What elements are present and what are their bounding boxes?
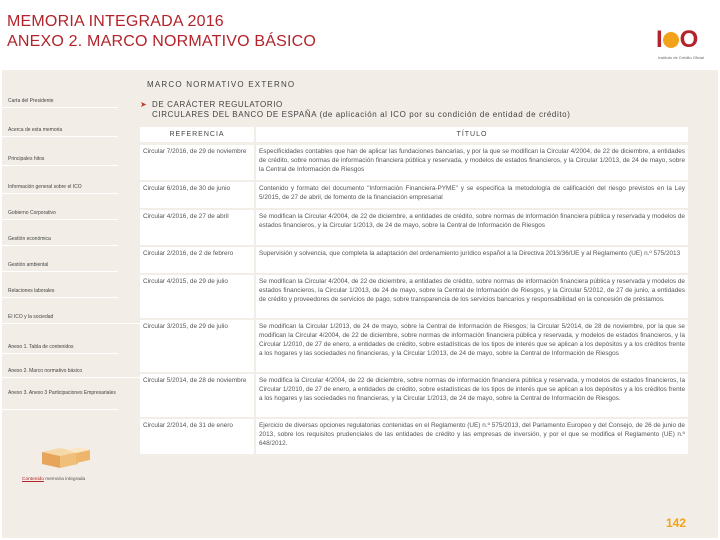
title-line-2: ANEXO 2. MARCO NORMATIVO BÁSICO (7, 33, 317, 50)
title-cell: Se modifica la Circular 4/2004, de 22 de diciembre, sobre normas de información financiera pública y reservada, y modelos de estados financieros, la Circular 1/2010, de 27 de enero, a entidades de crédito, sobre estadísticas de los tipos de interés que se aplican a los depósitos y a los créditos frente a los hogares y las sociedades no financieras, y la Circular 1/2013, de 24 de mayo, sobre la Central de Información de Riesgos. (256, 374, 688, 417)
sidebar-item-gobierno[interactable]: Gobierno Corporativo (2, 208, 118, 220)
sidebar-item-sociedad[interactable]: El ICO y la sociedad (2, 312, 142, 324)
reference-cell: Circular 2/2014, de 31 de enero (140, 419, 254, 454)
reference-cell: Circular 5/2014, de 28 de noviembre (140, 374, 254, 417)
contents-link-rest: memoria integrada (43, 477, 86, 482)
boxes-illustration-icon (38, 440, 92, 470)
regulatory-heading-line-1: DE CARÁCTER REGULATORIO (152, 100, 283, 109)
column-header-titulo: TÍTULO (256, 127, 688, 142)
reference-cell: Circular 3/2015, de 29 de julio (140, 320, 254, 372)
reference-cell: Circular 4/2016, de 27 de abril (140, 210, 254, 245)
reference-cell: Circular 7/2016, de 29 de noviembre (140, 145, 254, 180)
title-cell: Se modifican la Circular 4/2004, de 22 de diciembre, a entidades de crédito, sobre normas de información financiera pública y reservada y modelos de estados financieros, la Circular 1/2013, de 24 de mayo, sobre la Central de Información de Riesgos, y la Circular 5/2012, de 27 de junio, a entidades de crédito y proveedores de servicios de pago, sobre transparencia de los servicios bancarios y responsabilidad en la concesión de préstamos. (256, 275, 688, 318)
sidebar-item-anexo-1[interactable]: Anexo 1. Tabla de contenidos (2, 342, 118, 354)
title-cell: Especificidades contables que han de aplicar las fundaciones bancarias, y por la que se modifican la Circular 4/2004, de 22 de diciembre, a entidades de crédito, sobre normas de información financiera pública y reservada, y modelos de estados financieros, y la Circular 1/2013, de 24 de mayo, sobre la Central de Información de Riesgos (256, 145, 688, 180)
ico-logo-subtitle: Instituto de Crédito Oficial (658, 55, 704, 60)
sidebar-item-anexo-2[interactable]: Anexo 2. Marco normativo básico (2, 366, 142, 378)
reference-cell: Circular 4/2015, de 29 de julio (140, 275, 254, 318)
sidebar-item-hitos[interactable]: Principales hitos (2, 154, 118, 166)
section-label: MARCO NORMATIVO EXTERNO (147, 80, 296, 89)
title-cell: Supervisión y solvencia, que completa la adaptación del ordenamiento jurídico español a la Directiva 2013/36/UE y al Reglamento (UE) n.º 575/2013 (256, 247, 688, 273)
title-cell: Se modifican la Circular 1/2013, de 24 de mayo, sobre la Central de Información de Riesgos; la Circular 5/2014, de 28 de noviembre, por la que se modifican la Circular 4/2004, de 22 de diciembre, sobre normas de información financiera pública y reservada, y modelos de estados financieros, y la Circular 1/2010, de 27 de enero, a entidades de crédito, sobre estadísticas de los tipos de interés que se aplican a los depósitos y a los créditos frente a los hogares y las sociedades no financieras, y la Circular 1/2013, de 24 de mayo, sobre la Central de Información de Riesgos (256, 320, 688, 372)
column-header-referencia: REFERENCIA (140, 127, 254, 142)
sidebar-item-informacion[interactable]: Información general sobre el ICO (2, 182, 118, 194)
contents-link[interactable] (22, 477, 85, 482)
sidebar-item-gestion-economica[interactable]: Gestión económica (2, 234, 118, 246)
title-cell: Ejercicio de diversas opciones regulatorias contenidas en el Reglamento (UE) n.º 575/2013, del Parlamento Europeo y del Consejo, de 26 de junio de 2013, sobre los requisitos prudenciales de las entidades de crédito y las empresas de inversión, y por el que se modifica el Reglamento (UE) n.º 648/2012. (256, 419, 688, 454)
sidebar-item-carta[interactable]: Carta del Presidente (2, 96, 118, 108)
chevron-right-icon: ➤ (140, 100, 148, 109)
title-cell: Se modifican la Circular 4/2004, de 22 de diciembre, a entidades de crédito, sobre normas de información financiera pública y reservada y modelos de estados financieros, y la Circular 1/2013, de 24 de mayo, sobre la Central de Información de Riesgos (256, 210, 688, 245)
reference-cell: Circular 6/2016, de 30 de junio (140, 182, 254, 208)
sidebar-item-anexo-3[interactable]: Anexo 3. Anexo 3 Participaciones Empresariales (2, 390, 118, 410)
ico-logo-mark: I O (656, 26, 698, 53)
title-line-1: MEMORIA INTEGRADA 2016 (7, 13, 224, 30)
page-title (7, 12, 316, 52)
title-cell: Contenido y formato del documento "Información Financiera-PYME" y se especifica la metodología de calificación del riesgo previstos en la Ley 5/2015, de 27 de abril, de fomento de la financiación empresarial (256, 182, 688, 208)
contents-link-label[interactable]: Contenido (22, 477, 44, 482)
reference-cell: Circular 2/2016, de 2 de febrero (140, 247, 254, 273)
regulatory-heading-line-2: CIRCULARES DEL BANCO DE ESPAÑA (de aplicación al ICO por su condición de entidad de crédito) (152, 110, 571, 119)
sidebar-item-relaciones[interactable]: Relaciones laborales (2, 286, 118, 298)
ico-logo (650, 24, 712, 68)
page-number: 142 (666, 516, 687, 530)
sidebar-item-gestion-ambiental[interactable]: Gestión ambiental (2, 260, 118, 272)
sidebar-item-acerca[interactable]: Acerca de esta memoria (2, 125, 118, 137)
